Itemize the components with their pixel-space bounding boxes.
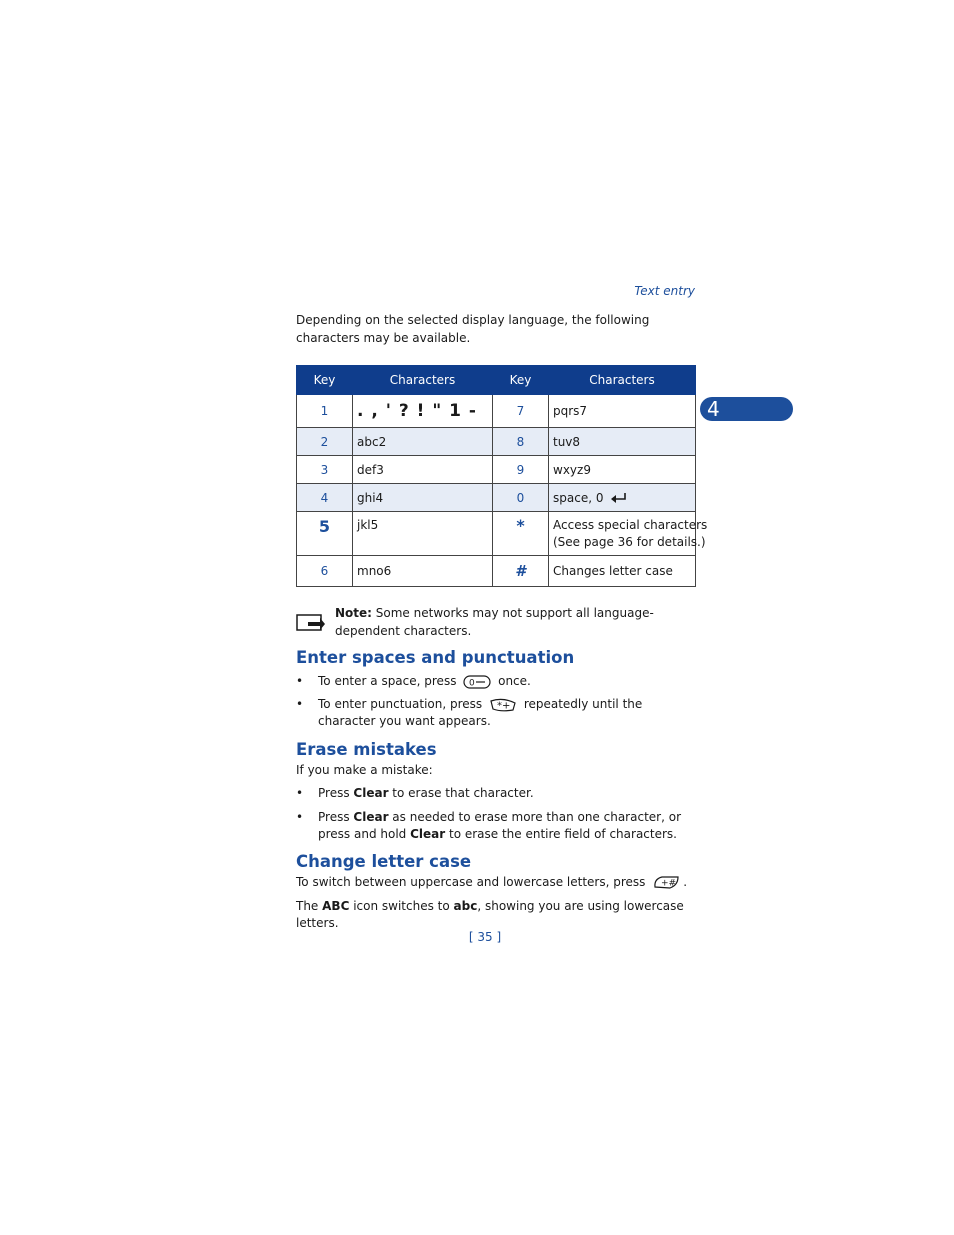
key-cell: 9 xyxy=(493,456,549,484)
bullet-text-post: to erase the entire field of characters. xyxy=(445,827,677,841)
heading-enter-spaces: Enter spaces and punctuation xyxy=(296,648,575,667)
abc-upper-label: ABC xyxy=(322,899,350,913)
key-cell: # xyxy=(493,556,549,587)
clear-key-label: Clear xyxy=(410,827,446,841)
svg-text:*+: *+ xyxy=(496,700,511,711)
star-key-icon xyxy=(489,698,517,712)
key-cell: 3 xyxy=(297,456,353,484)
table-row xyxy=(297,512,696,556)
table-row xyxy=(297,395,696,428)
note-text xyxy=(335,604,695,640)
characters-cell: def3 xyxy=(353,456,493,484)
bullet-text-post: to erase that character. xyxy=(388,786,534,800)
bullet-text xyxy=(318,696,696,730)
zero-key-icon xyxy=(463,675,491,689)
key-cell: 7 xyxy=(493,395,549,428)
bullet-text-post: repeatedly until the character you want appears. xyxy=(318,697,643,728)
heading-erase-mistakes: Erase mistakes xyxy=(296,740,437,759)
characters-cell xyxy=(549,512,708,556)
characters-cell xyxy=(549,484,696,512)
key-cell: 2 xyxy=(297,428,353,456)
clear-key-label: Clear xyxy=(353,810,389,824)
key-cell: 4 xyxy=(297,484,353,512)
characters-cell: jkl5 xyxy=(353,512,493,556)
intro-paragraph: Depending on the selected display language, the following characters may be available. xyxy=(296,313,650,345)
hash-key-icon xyxy=(652,875,680,890)
key-cell: * xyxy=(493,512,549,556)
key-cell: 5 xyxy=(297,512,353,556)
table-row xyxy=(297,456,696,484)
bullet-dot: • xyxy=(296,674,304,688)
special-characters-line2: (See page 36 for details.) xyxy=(553,534,706,549)
key-cell: 0 xyxy=(493,484,549,512)
bullet-dot: • xyxy=(296,697,304,711)
case-paragraph-1 xyxy=(296,874,696,891)
bullet-dot: • xyxy=(296,810,304,824)
case-text-post: , showing you are using lowercase letters. xyxy=(296,899,684,930)
list-item xyxy=(296,809,696,843)
clear-key-label: Clear xyxy=(353,786,389,800)
table-row xyxy=(297,556,696,587)
header-key-1: Key xyxy=(297,366,353,395)
bullet-text-mid: as needed to erase more than one character, or press and hold xyxy=(318,810,681,841)
bullet-text-pre: Press xyxy=(318,810,354,824)
list-item xyxy=(296,673,696,690)
case-text-pre: The xyxy=(296,899,323,913)
characters-cell: wxyz9 xyxy=(549,456,696,484)
chapter-tab: 4 xyxy=(700,397,793,421)
note-body: Some networks may not support all language-dependent characters. xyxy=(335,606,654,638)
bullet-text xyxy=(318,809,696,843)
characters-cell: Changes letter case xyxy=(549,556,696,587)
list-item xyxy=(296,785,696,802)
header-key-2: Key xyxy=(493,366,549,395)
bullet-text-pre: To enter punctuation, press xyxy=(318,697,483,711)
characters-cell: mno6 xyxy=(353,556,493,587)
svg-text:0: 0 xyxy=(469,678,476,688)
svg-text:+#: +# xyxy=(661,878,677,889)
bullet-dot: • xyxy=(296,786,304,800)
enter-arrow-icon xyxy=(610,492,628,504)
case-text-mid: icon switches to xyxy=(349,899,454,913)
bullet-text-post: once. xyxy=(498,674,531,688)
key-cell: 6 xyxy=(297,556,353,587)
abc-lower-label: abc xyxy=(453,899,478,913)
key-cell: 1 xyxy=(297,395,353,428)
key-characters-table xyxy=(296,365,708,587)
table-row xyxy=(297,484,696,512)
bullet-text xyxy=(318,673,696,690)
running-header: Text entry xyxy=(634,284,695,298)
case-text-post: . xyxy=(683,875,688,889)
characters-cell: abc2 xyxy=(353,428,493,456)
space-zero-text: space, 0 xyxy=(553,490,604,505)
characters-cell: . , ' ? ! " 1 - xyxy=(353,395,493,428)
header-characters-2: Characters xyxy=(549,366,696,395)
erase-intro: If you make a mistake: xyxy=(296,763,433,777)
key-cell: 8 xyxy=(493,428,549,456)
case-paragraph-2 xyxy=(296,898,696,932)
table-header-row xyxy=(297,366,696,395)
bullet-text-pre: Press xyxy=(318,786,354,800)
heading-change-letter-case: Change letter case xyxy=(296,852,472,871)
page-number: [ 35 ] xyxy=(468,930,502,944)
note-icon xyxy=(296,612,326,632)
bullet-text-pre: To enter a space, press xyxy=(318,674,457,688)
characters-cell: pqrs7 xyxy=(549,395,696,428)
case-text-pre: To switch between uppercase and lowercase letters, press xyxy=(296,875,646,889)
special-characters-line1: Access special characters xyxy=(553,517,708,532)
list-item xyxy=(296,696,696,730)
characters-cell: ghi4 xyxy=(353,484,493,512)
table-row xyxy=(297,428,696,456)
characters-cell: tuv8 xyxy=(549,428,696,456)
note-label: Note: xyxy=(335,606,372,620)
header-characters-1: Characters xyxy=(353,366,493,395)
bullet-text xyxy=(318,785,696,802)
